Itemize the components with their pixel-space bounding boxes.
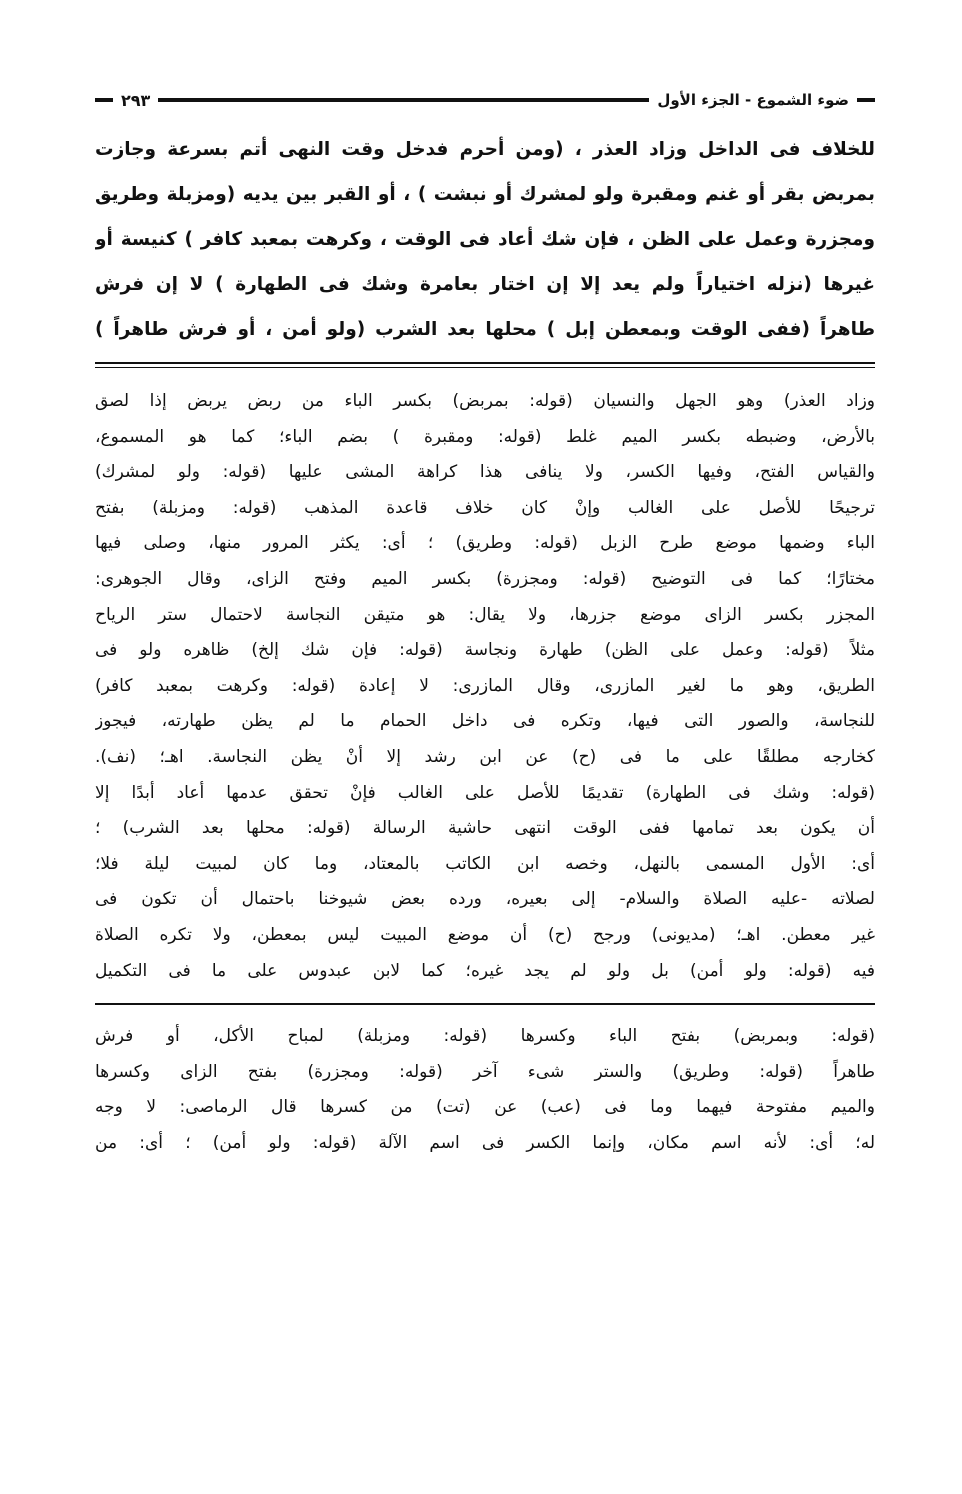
footnote-line: (قوله: وبمربض) بفتح الباء وكسرها (قوله: ومزبلة) لمباح الأكل، أو فرش <box>95 1026 875 1047</box>
commentary-line: مثلاً (قوله: وعمل على الظن) طهارة ونجاسة (قوله: فإن شك إلخ) ظاهره ولو فى <box>95 640 875 661</box>
main-text-line: طاهراً (ففى الوقت وبمعطن إبل ) محلها بعد الشرب (ولو أمن ، أو فرش طاهراً ) <box>95 319 875 340</box>
commentary-line: مختارًا؛ كما فى التوضيح (قوله: ومجزرة) بكسر الميم وفتح الزاى، وقال الجوهرى: <box>95 568 875 589</box>
commentary-line: للنجاسة، والصور التى فيها، وتكره فى داخل الحمام ما لم يظن طهارته، فيجوز <box>95 711 875 732</box>
commentary-line: غير معطن. اهـ؛ (مديونى) ورجح (ح) أن موضع المبيت ليس بمعطن، ولا تكره الصلاة <box>95 924 875 945</box>
footnote-line: له؛ أى: لأنه اسم مكان، وإنما الكسر فى اسم الآلة (قوله: ولو أمن) ؛ أى: من <box>95 1132 875 1153</box>
commentary-line: الباء وضمها موضع طرح الزبل (قوله: وطريق) ؛ أى: يكثر المرور منها، وصلى فيها <box>95 533 875 554</box>
commentary-line: أى: الأول المسمى بالنهل، وخصه ابن الكاتب بالمعتاد، وما كان لمبيت ليلة فلا؛ <box>95 853 875 874</box>
main-text-line: للخلاف فى الداخل وزاد العذر ، (ومن أحرم فدخل وقت النهى أتم بسرعة وجازت <box>95 139 875 160</box>
footnote-divider <box>95 1003 875 1005</box>
header-dash-right <box>857 98 875 102</box>
commentary-line: لصلاته -عليه الصلاة والسلام- إلى بعيره، ورده بعض شيوخنا باحتمال أن تكون فى <box>95 889 875 910</box>
running-header <box>95 85 875 115</box>
footnote-line: طاهراً (قوله: وطريق) والستر شىء آخر (قوله: ومجزرة) بفتح الزاى وكسرها <box>95 1061 875 1082</box>
commentary-line: فيه (قوله: ولو أمن) بل ولو لم يجد غيره؛ كما لابن عبدوس على ما فى التكميل <box>95 960 875 981</box>
book-page <box>95 85 875 1161</box>
commentary-line: ترجيحًا للأصل على الغالب وإنْ كان خلاف قاعدة المذهب (قوله: ومزبلة) بفتح <box>95 497 875 518</box>
commentary-line: بالأرض، وضبطه بكسر الميم غلط (قوله: ومقبرة ) بضم الباء؛ كما هو المسموع، <box>95 426 875 447</box>
main-text <box>95 127 875 352</box>
commentary-line: كخارجه مطلقًا على ما فى (ح) عن ابن رشد إلا أنْ يظن النجاسة. اهـ؛ (نف). <box>95 746 875 767</box>
main-text-line: غيرها (نزله اختياراً ولم يعد إلا إن اختار بعامرة وشك فى الطهارة ) لا إن فرش <box>95 274 875 295</box>
commentary-line: الطريق، وهو ما لغير المازرى، وقال المازرى: لا إعادة (قوله: وكرهت بمعبد كافر) <box>95 675 875 696</box>
footnote-text <box>95 1019 875 1161</box>
footnote-line: والميم مفتوحة فيهما وما فى (عب) عن (تت) من كسرها قال الرماصى: لا وجه <box>95 1097 875 1118</box>
header-rule <box>158 98 649 102</box>
commentary-text <box>95 384 875 989</box>
page-number: ٢٩٣ <box>121 90 151 110</box>
header-title: ضوء الشموع - الجزء الأول <box>657 91 849 109</box>
commentary-line: وزاد العذر) وهو الجهل والنسيان (قوله: بمربض) بكسر الباء من ربض يربض إذا لصق <box>95 391 875 411</box>
commentary-line: المجزر بكسر الزاى موضع جزرها، ولا يقال: هو متيقن النجاسة لاحتمال ستر الرياح <box>95 604 875 625</box>
header-dash-left <box>95 98 113 102</box>
commentary-line: أن يكون بعد تمامها ففى الوقت انتهى حاشية الرسالة (قوله: محلها بعد الشرب) ؛ <box>95 818 875 839</box>
main-text-divider <box>95 362 875 368</box>
main-text-line: بمربض بقر أو غنم ومقبرة ولو لمشرك أو نبشت ) ، أو القبر بين يديه (ومزبلة وطريق <box>95 184 875 205</box>
main-text-line: ومجزرة وعمل على الظن ، فإن شك أعاد فى الوقت ، وكرهت بمعبد كافر ) كنيسة أو <box>95 229 875 250</box>
commentary-line: (قوله: وشك فى الطهارة) تقديمًا للأصل على الغالب فإنْ تحقق عدمها أعاد أبدًا إلا <box>95 782 875 803</box>
commentary-line: والقياس الفتح، وفيها الكسر، ولا ينافى هذا كراهة المشى عليها (قوله: ولو لمشرك) <box>95 462 875 483</box>
